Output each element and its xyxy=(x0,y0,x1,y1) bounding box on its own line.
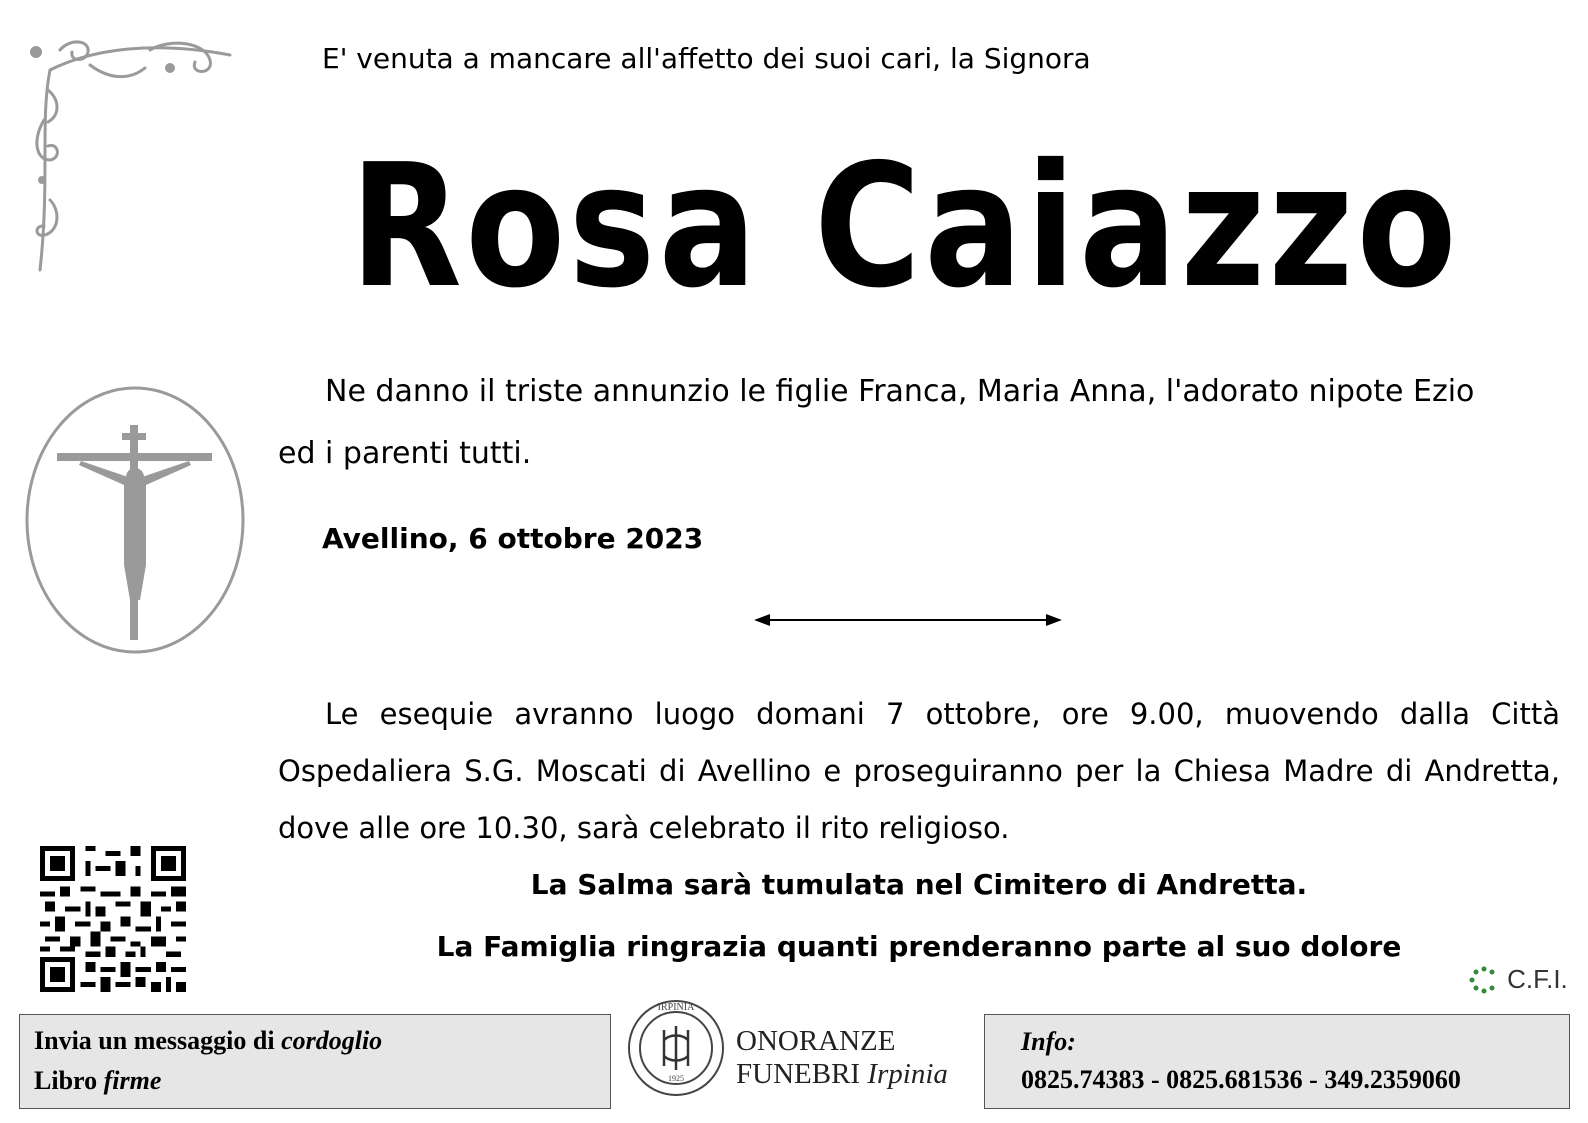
thanks-text: La Famiglia ringrazia quanti prenderanno parte al suo dolore xyxy=(436,930,1402,963)
condolence-message-prefix: Invia un messaggio di xyxy=(34,1026,282,1055)
guestbook-em: firme xyxy=(103,1066,162,1095)
info-box xyxy=(984,1014,1570,1109)
seal-top-text: IRPINIA xyxy=(657,1002,695,1013)
funeral-line-3: dove alle ore 10.30, sarà celebrato il rito religioso. xyxy=(278,811,1010,845)
announcement-line-1: Ne danno il triste annunzio le figlie Franca, Maria Anna, l'adorato nipote Ezio xyxy=(325,374,1475,409)
guestbook-prefix: Libro xyxy=(34,1066,104,1095)
funeral-line-1: Le esequie avranno luogo domani 7 ottobre, ore 9.00, muovendo dalla Città xyxy=(325,697,1560,731)
funeral-line-2: Ospedaliera S.G. Moscati di Avellino e proseguiranno per la Chiesa Madre di Andretta, xyxy=(278,754,1560,788)
logo-line-2-b: Irpinia xyxy=(867,1058,948,1090)
corner-ornament-icon xyxy=(30,30,240,285)
onoranze-seal-icon xyxy=(624,996,728,1100)
guestbook-link[interactable] xyxy=(34,1061,596,1101)
info-label: Info: xyxy=(1021,1027,1076,1056)
condolence-box[interactable] xyxy=(19,1014,611,1109)
deceased-name: Rosa Caiazzo xyxy=(350,128,1460,326)
cfi-dots-icon xyxy=(1466,965,1502,995)
logo-line-2 xyxy=(736,1058,948,1091)
intro-text: E' venuta a mancare all'affetto dei suoi cari, la Signora xyxy=(322,42,1091,75)
cfi-logo xyxy=(1466,964,1568,995)
crucifix-icon xyxy=(24,385,246,655)
qr-code-icon[interactable] xyxy=(40,846,186,992)
logo-line-1: ONORANZE xyxy=(736,1025,896,1057)
condolence-message-link[interactable] xyxy=(34,1021,596,1061)
place-date: Avellino, 6 ottobre 2023 xyxy=(322,522,704,555)
double-arrow-divider xyxy=(752,610,1064,630)
seal-year-text: 1925 xyxy=(668,1074,684,1083)
logo-line-2-a: FUNEBRI xyxy=(736,1058,868,1090)
condolence-message-em: cordoglio xyxy=(281,1026,383,1055)
cfi-label: C.F.I. xyxy=(1507,964,1568,994)
burial-text: La Salma sarà tumulata nel Cimitero di Andretta. xyxy=(530,868,1308,901)
info-phones[interactable]: 0825.74383 - 0825.681536 - 349.2359060 xyxy=(1021,1065,1461,1094)
announcement-line-2: ed i parenti tutti. xyxy=(278,436,532,471)
onoranze-logo-text xyxy=(736,1025,948,1091)
